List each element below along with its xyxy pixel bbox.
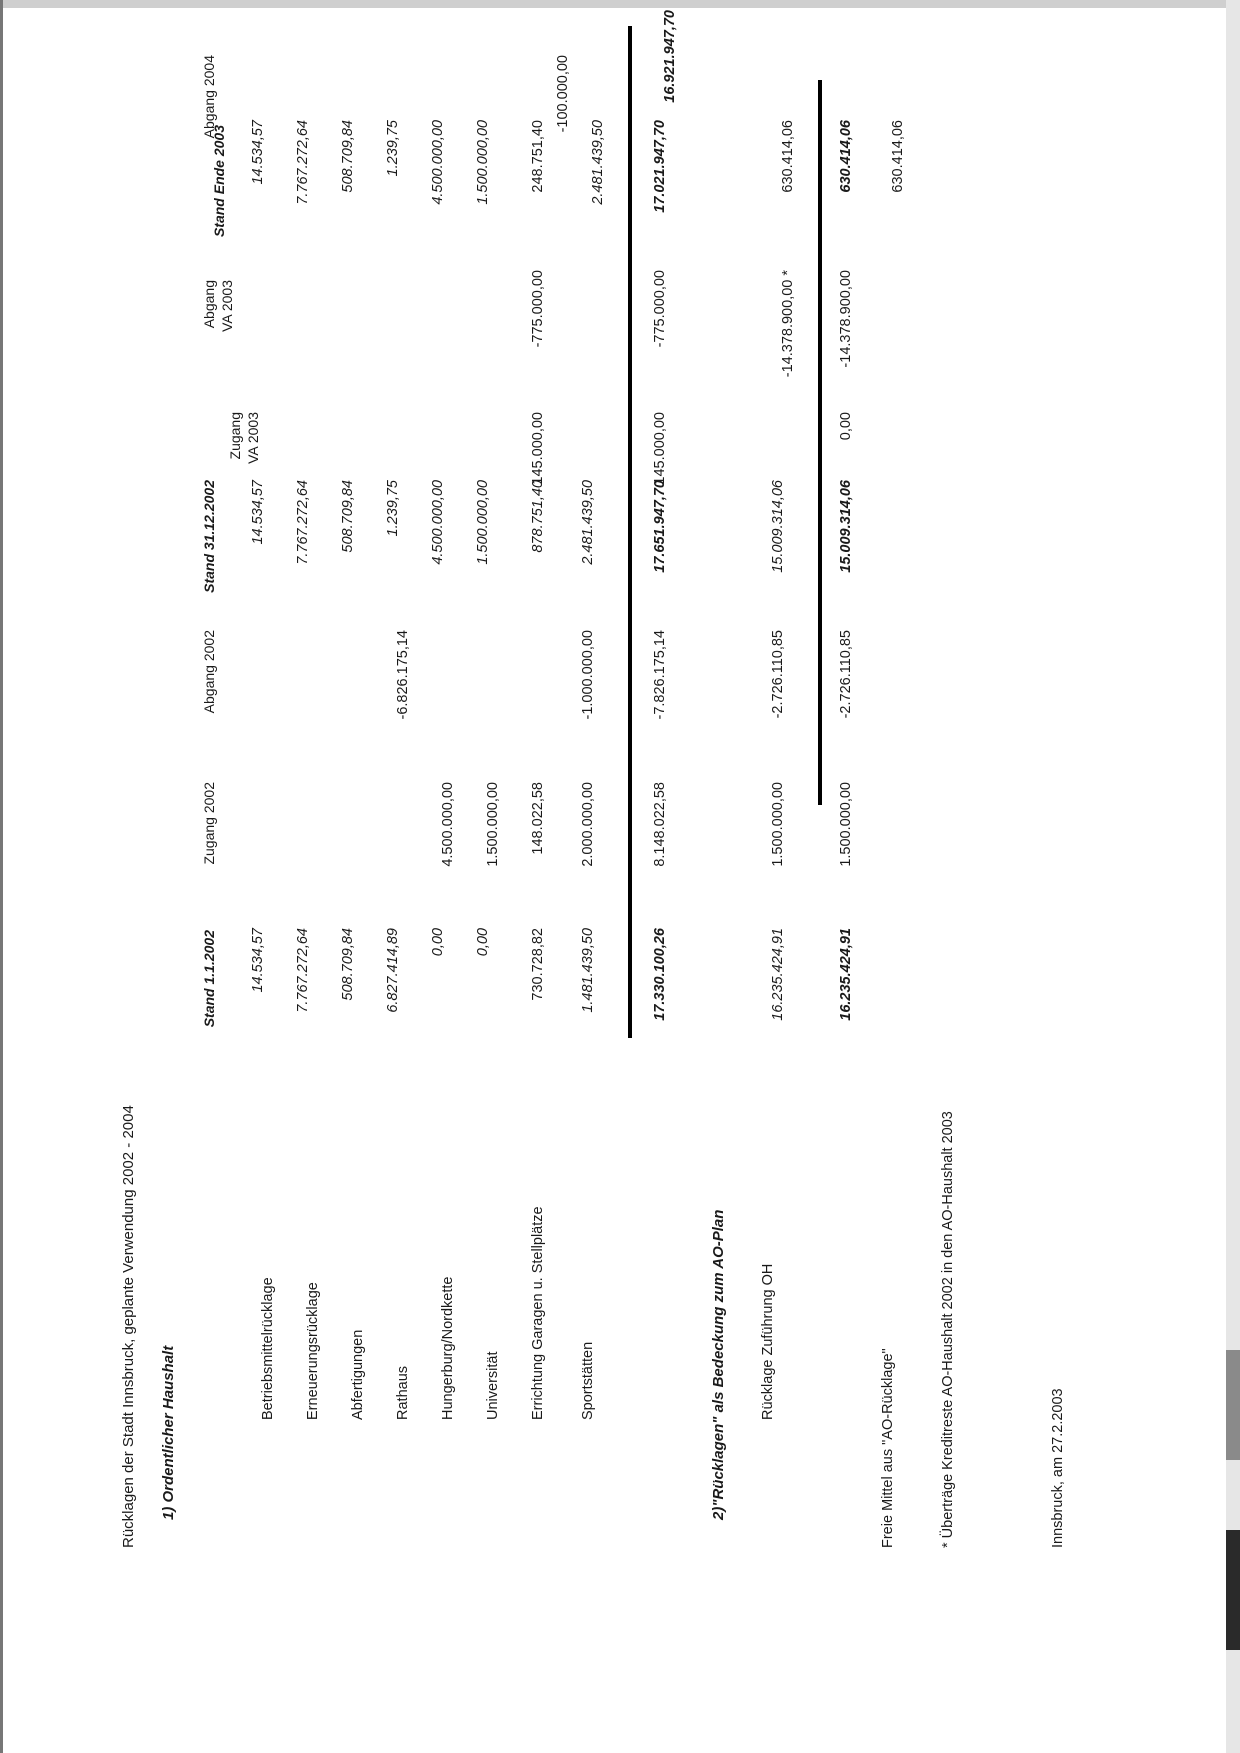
cell-stand-1-1-2002: 6.827.414,89 xyxy=(385,928,401,1013)
freie-mittel-value: 630.414,06 xyxy=(890,120,906,193)
cell-zugang-va-2003: 145.000,00 xyxy=(530,412,546,485)
row-label-rathaus: Rathaus xyxy=(395,1365,411,1420)
total-stand-1-1-2002: 16.235.424,91 xyxy=(838,928,854,1021)
scan-edge-right xyxy=(1226,0,1240,1753)
total-zugang-va-2003: 145.000,00 xyxy=(652,412,668,485)
total-zugang-2002: 8.148.022,58 xyxy=(652,782,668,867)
cell-stand-ende-2003: 630.414,06 xyxy=(780,120,796,193)
row-label-abfertigungen: Abfertigungen xyxy=(350,1329,366,1420)
cell-stand-31-12-2002: 14.534,57 xyxy=(250,480,266,545)
cell-stand-1-1-2002: 0,00 xyxy=(430,928,446,957)
scan-artifact xyxy=(1226,1350,1240,1460)
total-abgang-va-2003: -775.000,00 xyxy=(652,270,668,348)
cell-stand-31-12-2002: 7.767.272,64 xyxy=(295,480,311,565)
cell-stand-31-12-2002: 4.500.000,00 xyxy=(430,480,446,565)
header-abgang-va-2003-line1: Abgang xyxy=(201,280,217,329)
row-label-errichtung-garagen: Errichtung Garagen u. Stellplätze xyxy=(530,1206,546,1420)
total-stand-1-1-2002: 17.330.100,26 xyxy=(652,928,668,1021)
cell-stand-1-1-2002: 730.728,82 xyxy=(530,928,546,1001)
scan-artifact xyxy=(1226,1530,1240,1650)
row-label-universitaet: Universität xyxy=(485,1351,501,1420)
row-label-hungerburg-nordkette: Hungerburg/Nordkette xyxy=(440,1276,456,1420)
total-stand-31-12-2002: 17.651.947,70 xyxy=(652,480,668,573)
cell-stand-ende-2003: 7.767.272,64 xyxy=(295,120,311,205)
cell-zugang-2002: 4.500.000,00 xyxy=(440,782,456,867)
cell-stand-1-1-2002: 7.767.272,64 xyxy=(295,928,311,1013)
total-stand-31-12-2002: 15.009.314,06 xyxy=(838,480,854,573)
total-abgang-2002: -2.726.110,85 xyxy=(838,630,854,719)
total-stand-ende-2003: 17.021.947,70 xyxy=(652,120,668,213)
cell-stand-1-1-2002: 14.534,57 xyxy=(250,928,266,993)
header-abgang-2002: Abgang 2002 xyxy=(201,630,217,714)
cell-zugang-2002: 1.500.000,00 xyxy=(770,782,786,867)
cell-stand-31-12-2002: 1.239,75 xyxy=(385,480,401,537)
total-stand-ende-2003: 630.414,06 xyxy=(838,120,854,193)
header-stand-31-12-2002: Stand 31.12.2002 xyxy=(201,480,217,593)
cell-zugang-2002: 2.000.000,00 xyxy=(580,782,596,867)
cell-stand-1-1-2002: 508.709,84 xyxy=(340,928,356,1001)
cell-stand-31-12-2002: 878.751,40 xyxy=(530,480,546,553)
cell-abgang-2002: -2.726.110,85 xyxy=(770,630,786,719)
cell-stand-ende-2003: 2.481.439,50 xyxy=(590,120,606,205)
total-abgang-va-2003: -14.378.900,00 xyxy=(838,270,854,368)
cell-stand-ende-2003: 1.500.000,00 xyxy=(475,120,491,205)
cell-zugang-2002: 148.022,58 xyxy=(530,782,546,855)
header-abgang-2004: Abgang 2004 xyxy=(201,55,217,139)
cell-stand-1-1-2002: 16.235.424,91 xyxy=(770,928,786,1021)
place-date: Innsbruck, am 27.2.2003 xyxy=(1050,1388,1066,1548)
header-abgang-va-2003-line2: VA 2003 xyxy=(219,280,235,332)
total-abgang-2002: -7.826.175,14 xyxy=(652,630,668,720)
cell-stand-31-12-2002: 508.709,84 xyxy=(340,480,356,553)
cell-stand-ende-2003: 14.534,57 xyxy=(250,120,266,185)
cell-stand-1-1-2002: 1.481.439,50 xyxy=(580,928,596,1013)
cell-stand-ende-2003: 248.751,40 xyxy=(530,120,546,193)
cell-stand-31-12-2002: 15.009.314,06 xyxy=(770,480,786,573)
freie-mittel-label: Freie Mittel aus "AO-Rücklage" xyxy=(880,1348,896,1548)
row-label-sportstaetten: Sportstätten xyxy=(580,1341,596,1420)
row-label-ruecklage-zufuehrung-oh: Rücklage Zuführung OH xyxy=(760,1263,776,1420)
total-abgang-2004: 16.921.947,70 xyxy=(662,10,678,103)
total-zugang-2002: 1.500.000,00 xyxy=(838,782,854,867)
cell-stand-31-12-2002: 1.500.000,00 xyxy=(475,480,491,565)
cell-abgang-2002: -1.000.000,00 xyxy=(580,630,596,720)
section-2-heading: 2)"Rücklagen" als Bedeckung zum AO-Plan xyxy=(710,1209,727,1520)
cell-stand-1-1-2002: 0,00 xyxy=(475,928,491,957)
cell-stand-31-12-2002: 2.481.439,50 xyxy=(580,480,596,565)
header-stand-1-1-2002: Stand 1.1.2002 xyxy=(201,930,217,1028)
cell-zugang-2002: 1.500.000,00 xyxy=(485,782,501,867)
total-rule-section-2 xyxy=(818,80,822,805)
cell-abgang-2004: -100.000,00 xyxy=(555,55,571,133)
document-title: Rücklagen der Stadt Innsbruck, geplante Verwendung 2002 - 2004 xyxy=(120,1105,137,1548)
row-label-betriebsmittelruecklage: Betriebsmittelrücklage xyxy=(260,1277,276,1420)
header-zugang-va-2003-line1: Zugang xyxy=(227,412,243,460)
footnote: * Überträge Kreditreste AO-Haushalt 2002 in den AO-Haushalt 2003 xyxy=(940,1111,956,1548)
section-1-heading: 1) Ordentlicher Haushalt xyxy=(160,1345,177,1520)
cell-stand-ende-2003: 4.500.000,00 xyxy=(430,120,446,205)
header-zugang-va-2003-line2: VA 2003 xyxy=(245,412,261,464)
header-stand-ende-2003: Stand Ende 2003 xyxy=(211,125,227,238)
cell-abgang-2002: -6.826.175,14 xyxy=(395,630,411,720)
cell-stand-ende-2003: 1.239,75 xyxy=(385,120,401,177)
total-rule-section-1 xyxy=(628,26,632,1038)
header-zugang-2002: Zugang 2002 xyxy=(201,782,217,865)
row-label-erneuerungsruecklage: Erneuerungsrücklage xyxy=(305,1282,321,1420)
cell-abgang-va-2003: -775.000,00 xyxy=(530,270,546,348)
cell-abgang-va-2003: -14.378.900,00 * xyxy=(780,270,796,378)
total-zugang-va-2003: 0,00 xyxy=(838,412,854,441)
cell-stand-ende-2003: 508.709,84 xyxy=(340,120,356,193)
